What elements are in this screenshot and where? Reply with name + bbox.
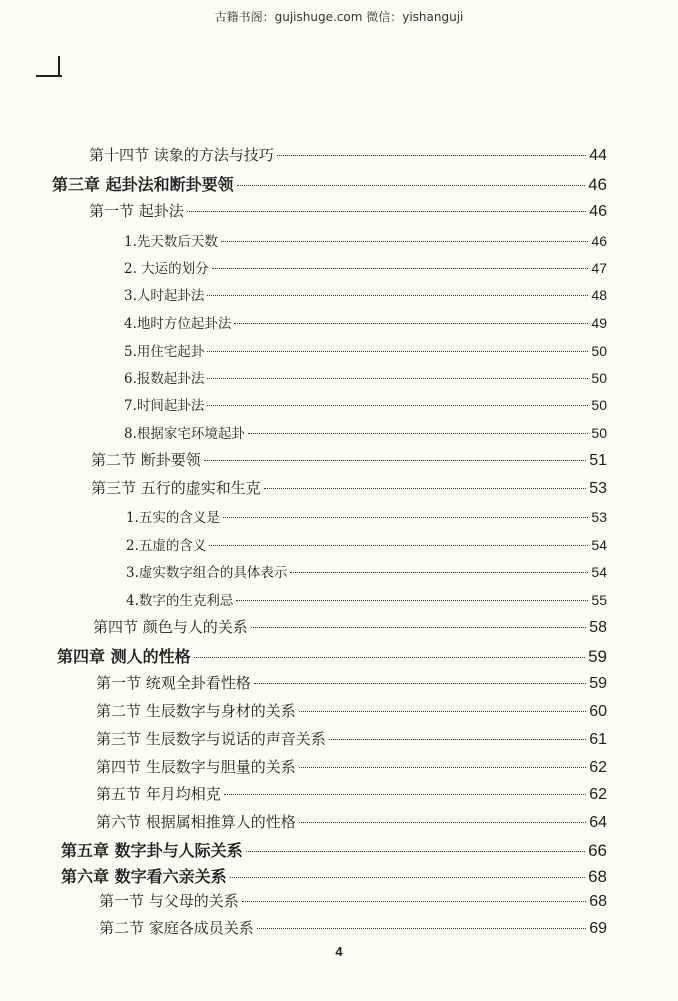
toc-entry-title: 第三节 五行的虚实和生克 [91,479,261,497]
toc-entry-page: 51 [589,452,607,469]
toc-entry [124,257,607,277]
toc-entry-page: 54 [591,537,607,553]
toc-entry-title: 第四节 颜色与人的关系 [93,618,248,636]
dot-leader [264,488,586,489]
dot-leader [254,683,586,684]
toc-entry-page: 50 [591,370,607,386]
toc-entry-page: 50 [591,397,607,413]
toc-entry-title: 第三节 生辰数字与说话的声音关系 [96,730,326,748]
toc-entry-title: 第一节 统观全卦看性格 [96,674,251,692]
toc-entry [96,700,607,721]
toc-entry-page: 59 [589,675,607,692]
toc-entry-page: 68 [588,867,607,886]
toc-entry-page: 66 [588,841,607,860]
toc-entry-page: 54 [591,564,607,580]
toc-entry-title: 3.虚实数字组合的具体表示 [126,565,288,581]
toc-entry [126,561,607,581]
toc-entry [89,144,607,165]
toc-entry-title: 第二节 断卦要领 [91,451,201,469]
toc-entry-title: 第十四节 读象的方法与技巧 [89,146,274,164]
corner-mark [36,56,62,78]
toc-entry-title: 第五章 数字卦与人际关系 [61,841,243,860]
dot-leader [209,545,588,546]
toc-entry [126,589,607,609]
toc-entry [124,284,607,304]
toc-entry-page: 50 [591,425,607,441]
dot-leader [224,794,586,795]
toc-entry-title: 第六节 根据属相推算人的性格 [96,813,296,831]
dot-leader [248,433,589,434]
dot-leader [207,351,588,352]
toc-entry [52,172,607,195]
toc-entry-page: 68 [589,893,607,910]
toc-entry-title: 2. 大运的划分 [124,261,209,277]
dot-leader [207,295,588,296]
dot-leader [221,241,589,242]
toc-entry-page: 60 [589,703,607,720]
toc-entry-page: 49 [591,315,607,331]
dot-leader [187,211,586,212]
page-number: 4 [335,944,343,959]
toc-entry-title: 第二节 生辰数字与身材的关系 [96,702,296,720]
toc-entry-page: 53 [591,509,607,525]
toc-entry-title: 2.五虚的含义 [126,538,207,554]
dot-leader [236,600,588,601]
dot-leader [204,460,586,461]
toc-entry [96,783,607,804]
toc-entry-page: 61 [589,731,607,748]
toc-entry [126,506,607,526]
dot-leader [299,822,586,823]
toc-entry-page: 53 [589,480,607,497]
toc-entry [93,616,607,637]
toc-entry-page: 62 [589,786,607,803]
dot-leader [290,572,588,573]
toc-entry [96,811,607,832]
toc-entry [61,838,607,861]
toc-entry-page: 64 [589,814,607,831]
toc-entry [96,728,607,749]
toc-entry-title: 8.根据家宅环境起卦 [124,426,245,442]
toc-entry-page: 48 [591,287,607,303]
toc-entry [99,917,607,938]
toc-entry [99,890,607,911]
toc-entry [124,312,607,332]
toc-entry-page: 46 [588,175,607,194]
toc-entry-page: 44 [589,147,607,164]
toc-entry-title: 4.地时方位起卦法 [124,316,232,332]
toc-entry-page: 47 [591,260,607,276]
dot-leader [237,185,586,186]
toc-entry-title: 5.用住宅起卦 [124,344,205,360]
toc-entry-title: 1.先天数后天数 [124,234,218,250]
toc-entry [61,864,607,887]
toc-entry [89,200,607,221]
toc-entry-page: 46 [589,203,607,220]
toc-entry-title: 第三章 起卦法和断卦要领 [52,175,234,194]
dot-leader [257,928,586,929]
toc-entry-title: 第六章 数字看六亲关系 [61,867,227,886]
dot-leader [212,268,589,269]
toc-entry [124,340,607,360]
toc-entry-title: 3.人时起卦法 [124,288,205,304]
toc-entry-page: 59 [588,647,607,666]
dot-leader [251,627,586,628]
dot-leader [234,323,588,324]
toc-entry-page: 55 [591,592,607,608]
toc-entry [91,477,607,498]
dot-leader [242,901,586,902]
dot-leader [299,767,586,768]
toc-entry-page: 46 [591,233,607,249]
toc-entry [124,394,607,414]
toc-entry-page: 69 [589,920,607,937]
dot-leader [230,877,586,878]
toc-entry-title: 第一节 与父母的关系 [99,892,239,910]
toc-entry-page: 62 [589,759,607,776]
toc-entry [124,367,607,387]
dot-leader [194,657,586,658]
toc-entry-title: 第五节 年月均相克 [96,785,221,803]
toc-entry-title: 第四章 测人的性格 [57,647,191,666]
toc-entry-title: 1.五实的含义是 [126,510,220,526]
toc-entry [96,756,607,777]
toc-entry [124,230,607,250]
toc-entry [57,644,607,667]
toc-entry [124,422,607,442]
toc-entry-title: 第一节 起卦法 [89,202,184,220]
dot-leader [329,739,586,740]
toc-entry-title: 第二节 家庭各成员关系 [99,919,254,937]
toc-entry-page: 50 [591,343,607,359]
toc-entry-title: 7.时间起卦法 [124,398,205,414]
dot-leader [246,851,586,852]
watermark-header: 古籍书阁：gujishuge.com 微信：yishanguji [214,10,464,24]
toc-entry-title: 4.数字的生克利忌 [126,593,234,609]
toc-entry [126,534,607,554]
toc-entry [96,672,607,693]
dot-leader [207,405,588,406]
dot-leader [277,155,586,156]
dot-leader [299,711,586,712]
toc-entry-page: 58 [589,619,607,636]
dot-leader [207,378,588,379]
toc-entry [91,449,607,470]
dot-leader [223,517,589,518]
toc-entry-title: 第四节 生辰数字与胆量的关系 [96,758,296,776]
toc-entry-title: 6.报数起卦法 [124,371,205,387]
